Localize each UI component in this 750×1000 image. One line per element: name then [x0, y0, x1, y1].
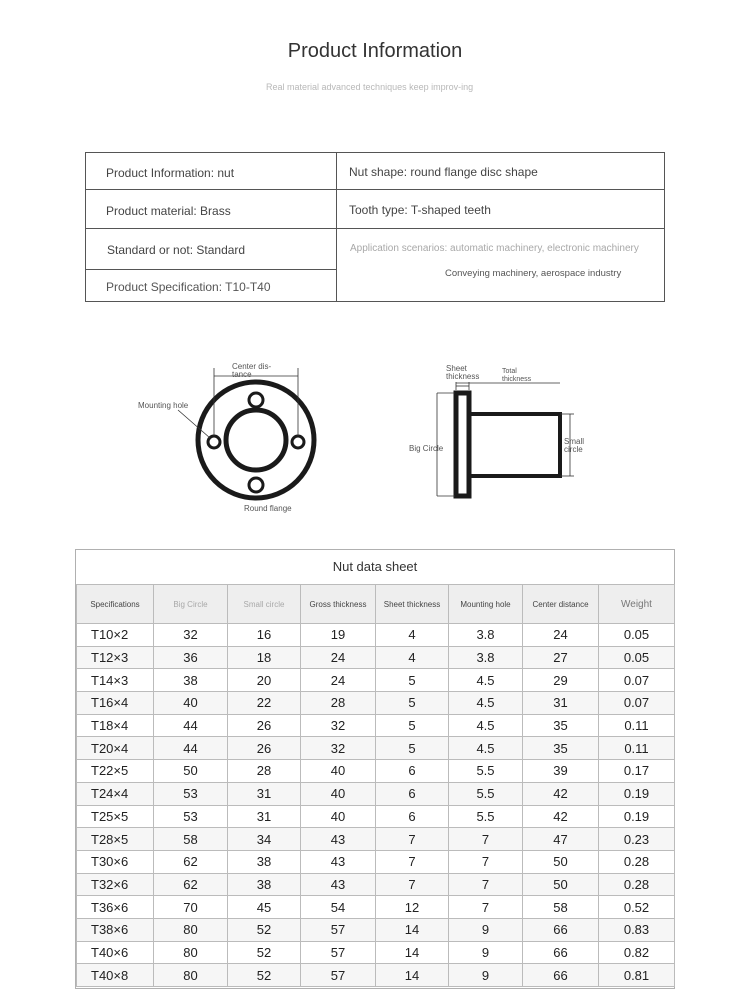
- nut-data-sheet: [75, 549, 675, 989]
- info-cell-specification: [86, 270, 337, 301]
- cell-spec: T16×4: [77, 692, 154, 715]
- cell-big-circle: 44: [154, 714, 228, 737]
- cell-weight: 0.23: [599, 828, 675, 851]
- cell-weight: 0.81: [599, 964, 675, 987]
- info-material-text: Product material: Brass: [106, 204, 231, 218]
- cell-sheet-thickness: 7: [376, 873, 449, 896]
- table-row: [77, 964, 675, 987]
- info-cell-material: [86, 190, 337, 229]
- cell-small-circle: 22: [228, 692, 301, 715]
- info-shape-text: Nut shape: round flange disc shape: [349, 165, 538, 179]
- cell-small-circle: 31: [228, 805, 301, 828]
- cell-weight: 0.07: [599, 692, 675, 715]
- table-row: [77, 646, 675, 669]
- cell-spec: T22×5: [77, 760, 154, 783]
- table-row: [77, 760, 675, 783]
- header-weight: Weight: [599, 585, 675, 624]
- cell-small-circle: 52: [228, 941, 301, 964]
- cell-spec: T28×5: [77, 828, 154, 851]
- cell-sheet-thickness: 6: [376, 782, 449, 805]
- cell-sheet-thickness: 5: [376, 714, 449, 737]
- cell-center-distance: 42: [523, 805, 599, 828]
- cell-weight: 0.07: [599, 669, 675, 692]
- big-circle-label: Big Circle: [409, 444, 444, 453]
- cell-big-circle: 53: [154, 782, 228, 805]
- cell-sheet-thickness: 5: [376, 737, 449, 760]
- table-row: [77, 714, 675, 737]
- header-gross-thickness: Gross thickness: [301, 585, 376, 624]
- info-tooth-text: Tooth type: T-shaped teeth: [349, 203, 491, 217]
- table-row: [77, 624, 675, 647]
- header-sheet-thickness: Sheet thickness: [376, 585, 449, 624]
- cell-center-distance: 42: [523, 782, 599, 805]
- info-cell-application: [337, 229, 664, 301]
- header-small-circle: Small circle: [228, 585, 301, 624]
- cell-mounting-hole: 9: [449, 964, 523, 987]
- cell-weight: 0.17: [599, 760, 675, 783]
- cell-sheet-thickness: 14: [376, 918, 449, 941]
- cell-weight: 0.19: [599, 805, 675, 828]
- cell-sheet-thickness: 7: [376, 850, 449, 873]
- body-side-rect: [469, 414, 560, 476]
- cell-center-distance: 29: [523, 669, 599, 692]
- table-row: [77, 941, 675, 964]
- cell-center-distance: 66: [523, 918, 599, 941]
- cell-weight: 0.11: [599, 737, 675, 760]
- cell-small-circle: 16: [228, 624, 301, 647]
- cell-spec: T12×3: [77, 646, 154, 669]
- cell-gross-thickness: 40: [301, 782, 376, 805]
- cell-spec: T24×4: [77, 782, 154, 805]
- sheet-thickness-label-1: Sheet: [446, 364, 467, 373]
- small-circle-label-1: Small: [564, 437, 585, 446]
- cell-mounting-hole: 4.5: [449, 737, 523, 760]
- cell-gross-thickness: 54: [301, 896, 376, 919]
- total-thickness-label-2: thickness: [502, 376, 532, 383]
- cell-big-circle: 70: [154, 896, 228, 919]
- info-cell-standard: [86, 229, 337, 270]
- cell-mounting-hole: 4.5: [449, 692, 523, 715]
- side-view-diagram: [409, 364, 584, 496]
- cell-small-circle: 38: [228, 850, 301, 873]
- cell-weight: 0.28: [599, 850, 675, 873]
- mounting-hole-label: Mounting hole: [138, 401, 189, 410]
- cell-big-circle: 53: [154, 805, 228, 828]
- cell-mounting-hole: 7: [449, 828, 523, 851]
- cell-big-circle: 62: [154, 873, 228, 896]
- cell-gross-thickness: 24: [301, 646, 376, 669]
- cell-sheet-thickness: 5: [376, 692, 449, 715]
- info-application-line2: Conveying machinery, aerospace industry: [445, 268, 622, 279]
- mounting-hole-right: [292, 436, 304, 448]
- cell-big-circle: 80: [154, 964, 228, 987]
- cell-weight: 0.05: [599, 624, 675, 647]
- cell-spec: T36×6: [77, 896, 154, 919]
- cell-small-circle: 20: [228, 669, 301, 692]
- cell-center-distance: 27: [523, 646, 599, 669]
- cell-center-distance: 24: [523, 624, 599, 647]
- cell-big-circle: 80: [154, 941, 228, 964]
- cell-spec: T18×4: [77, 714, 154, 737]
- cell-sheet-thickness: 14: [376, 964, 449, 987]
- header-big-circle: Big Circle: [154, 585, 228, 624]
- header-mounting-hole: Mounting hole: [449, 585, 523, 624]
- page-title: Product Information: [287, 40, 463, 62]
- round-flange-label: Round flange: [244, 504, 292, 513]
- cell-small-circle: 28: [228, 760, 301, 783]
- info-cell-shape: [337, 153, 664, 190]
- cell-sheet-thickness: 4: [376, 646, 449, 669]
- cell-weight: 0.11: [599, 714, 675, 737]
- cell-big-circle: 62: [154, 850, 228, 873]
- cell-center-distance: 35: [523, 737, 599, 760]
- cell-gross-thickness: 19: [301, 624, 376, 647]
- cell-center-distance: 58: [523, 896, 599, 919]
- cell-big-circle: 32: [154, 624, 228, 647]
- center-distance-label-2: tance: [232, 370, 252, 379]
- center-distance-label-1: Center dis-: [232, 362, 272, 371]
- cell-sheet-thickness: 14: [376, 941, 449, 964]
- cell-center-distance: 50: [523, 850, 599, 873]
- cell-weight: 0.19: [599, 782, 675, 805]
- info-application-line1: Application scenarios: automatic machinery, electronic machinery: [350, 243, 639, 254]
- table-row: [77, 782, 675, 805]
- cell-sheet-thickness: 7: [376, 828, 449, 851]
- cell-big-circle: 80: [154, 918, 228, 941]
- total-thickness-label-1: Total: [502, 368, 517, 375]
- cell-small-circle: 18: [228, 646, 301, 669]
- table-body: [77, 624, 675, 987]
- cell-gross-thickness: 43: [301, 850, 376, 873]
- cell-gross-thickness: 43: [301, 828, 376, 851]
- cell-spec: T38×6: [77, 918, 154, 941]
- cell-spec: T40×6: [77, 941, 154, 964]
- table-row: [77, 692, 675, 715]
- cell-gross-thickness: 43: [301, 873, 376, 896]
- cell-gross-thickness: 57: [301, 964, 376, 987]
- cell-big-circle: 44: [154, 737, 228, 760]
- cell-spec: T30×6: [77, 850, 154, 873]
- cell-spec: T32×6: [77, 873, 154, 896]
- cell-sheet-thickness: 5: [376, 669, 449, 692]
- cell-mounting-hole: 9: [449, 918, 523, 941]
- info-specification-text: Product Specification: T10-T40: [106, 280, 271, 294]
- table-header-row: [77, 585, 675, 624]
- cell-center-distance: 35: [523, 714, 599, 737]
- info-cell-tooth: [337, 190, 664, 229]
- cell-weight: 0.83: [599, 918, 675, 941]
- mounting-hole-top: [249, 393, 263, 407]
- cell-gross-thickness: 57: [301, 941, 376, 964]
- cell-weight: 0.05: [599, 646, 675, 669]
- table-row: [77, 828, 675, 851]
- cell-gross-thickness: 57: [301, 918, 376, 941]
- front-view-diagram: [138, 362, 314, 513]
- cell-weight: 0.28: [599, 873, 675, 896]
- cell-mounting-hole: 5.5: [449, 760, 523, 783]
- cell-gross-thickness: 24: [301, 669, 376, 692]
- cell-gross-thickness: 40: [301, 805, 376, 828]
- cell-mounting-hole: 7: [449, 896, 523, 919]
- cell-gross-thickness: 40: [301, 760, 376, 783]
- cell-mounting-hole: 5.5: [449, 805, 523, 828]
- cell-big-circle: 38: [154, 669, 228, 692]
- flange-outer-circle: [198, 382, 314, 498]
- cell-weight: 0.82: [599, 941, 675, 964]
- small-circle-label-2: circle: [564, 445, 583, 454]
- cell-small-circle: 26: [228, 737, 301, 760]
- cell-big-circle: 40: [154, 692, 228, 715]
- cell-center-distance: 31: [523, 692, 599, 715]
- cell-spec: T14×3: [77, 669, 154, 692]
- cell-spec: T20×4: [77, 737, 154, 760]
- cell-weight: 0.52: [599, 896, 675, 919]
- cell-mounting-hole: 4.5: [449, 669, 523, 692]
- cell-center-distance: 66: [523, 964, 599, 987]
- cell-small-circle: 38: [228, 873, 301, 896]
- product-info-table: [85, 152, 665, 302]
- table-row: [77, 805, 675, 828]
- cell-big-circle: 58: [154, 828, 228, 851]
- info-product-text: Product Information: nut: [106, 166, 235, 180]
- mounting-hole-bottom: [249, 478, 263, 492]
- cell-small-circle: 31: [228, 782, 301, 805]
- header-specifications: Specifications: [77, 585, 154, 624]
- cell-gross-thickness: 32: [301, 714, 376, 737]
- cell-small-circle: 45: [228, 896, 301, 919]
- cell-mounting-hole: 7: [449, 850, 523, 873]
- cell-big-circle: 36: [154, 646, 228, 669]
- table-row: [77, 918, 675, 941]
- table-row: [77, 737, 675, 760]
- cell-small-circle: 52: [228, 918, 301, 941]
- cell-mounting-hole: 3.8: [449, 646, 523, 669]
- cell-sheet-thickness: 4: [376, 624, 449, 647]
- table-row: [77, 850, 675, 873]
- cell-gross-thickness: 32: [301, 737, 376, 760]
- cell-big-circle: 50: [154, 760, 228, 783]
- cell-center-distance: 47: [523, 828, 599, 851]
- cell-small-circle: 34: [228, 828, 301, 851]
- cell-small-circle: 26: [228, 714, 301, 737]
- cell-small-circle: 52: [228, 964, 301, 987]
- info-cell-product: [86, 153, 337, 190]
- table-row: [77, 873, 675, 896]
- cell-mounting-hole: 3.8: [449, 624, 523, 647]
- nut-diagrams: [0, 340, 750, 530]
- cell-sheet-thickness: 6: [376, 805, 449, 828]
- cell-center-distance: 66: [523, 941, 599, 964]
- page-subtitle: Real material advanced techniques keep improv-ing: [266, 82, 474, 92]
- info-standard-text: Standard or not: Standard: [107, 243, 246, 257]
- cell-gross-thickness: 28: [301, 692, 376, 715]
- table-row: [77, 896, 675, 919]
- cell-spec: T40×8: [77, 964, 154, 987]
- nut-data-table: [76, 584, 675, 987]
- cell-center-distance: 50: [523, 873, 599, 896]
- cell-mounting-hole: 7: [449, 873, 523, 896]
- cell-sheet-thickness: 12: [376, 896, 449, 919]
- cell-sheet-thickness: 6: [376, 760, 449, 783]
- table-row: [77, 669, 675, 692]
- header-center-distance: Center distance: [523, 585, 599, 624]
- cell-mounting-hole: 5.5: [449, 782, 523, 805]
- flange-inner-circle: [226, 410, 286, 470]
- sheet-title: Nut data sheet: [76, 550, 674, 585]
- cell-mounting-hole: 9: [449, 941, 523, 964]
- cell-spec: T10×2: [77, 624, 154, 647]
- cell-mounting-hole: 4.5: [449, 714, 523, 737]
- sheet-thickness-label-2: thickness: [446, 372, 480, 381]
- cell-center-distance: 39: [523, 760, 599, 783]
- cell-spec: T25×5: [77, 805, 154, 828]
